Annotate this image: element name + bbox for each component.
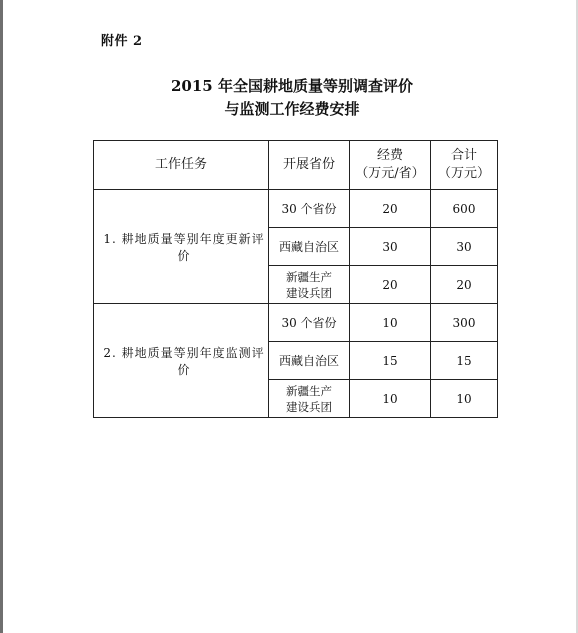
region-cell: 30 个省份: [269, 304, 350, 342]
total-cell: 20: [431, 266, 498, 304]
task-cell: 2. 耕地质量等别年度监测评价: [94, 304, 269, 418]
region-cell: 新疆生产 建设兵团: [269, 266, 350, 304]
header-region: 开展省份: [269, 141, 350, 190]
total-cell: 10: [431, 380, 498, 418]
header-task: 工作任务: [94, 141, 269, 190]
region-cell: 西藏自治区: [269, 342, 350, 380]
funding-cell: 30: [350, 228, 431, 266]
document-title-line2: 与监测工作经费安排: [224, 100, 360, 118]
document-title-line1: 2015 年全国耕地质量等别调查评价: [171, 77, 413, 95]
attachment-label: 附件 2: [101, 34, 143, 49]
table-row: [94, 190, 498, 228]
funding-cell: 15: [350, 342, 431, 380]
total-cell: 300: [431, 304, 498, 342]
table-row: [94, 304, 498, 342]
region-cell: 30 个省份: [269, 190, 350, 228]
funding-table: [93, 140, 498, 418]
funding-cell: 10: [350, 304, 431, 342]
total-cell: 600: [431, 190, 498, 228]
header-funding: 经费 （万元/省）: [350, 141, 431, 190]
region-cell: 西藏自治区: [269, 228, 350, 266]
task-cell: 1. 耕地质量等别年度更新评价: [94, 190, 269, 304]
funding-cell: 10: [350, 380, 431, 418]
total-cell: 30: [431, 228, 498, 266]
header-total: 合计 （万元）: [431, 141, 498, 190]
total-cell: 15: [431, 342, 498, 380]
funding-cell: 20: [350, 266, 431, 304]
table-header-row: [94, 141, 498, 190]
region-cell: 新疆生产 建设兵团: [269, 380, 350, 418]
funding-cell: 20: [350, 190, 431, 228]
